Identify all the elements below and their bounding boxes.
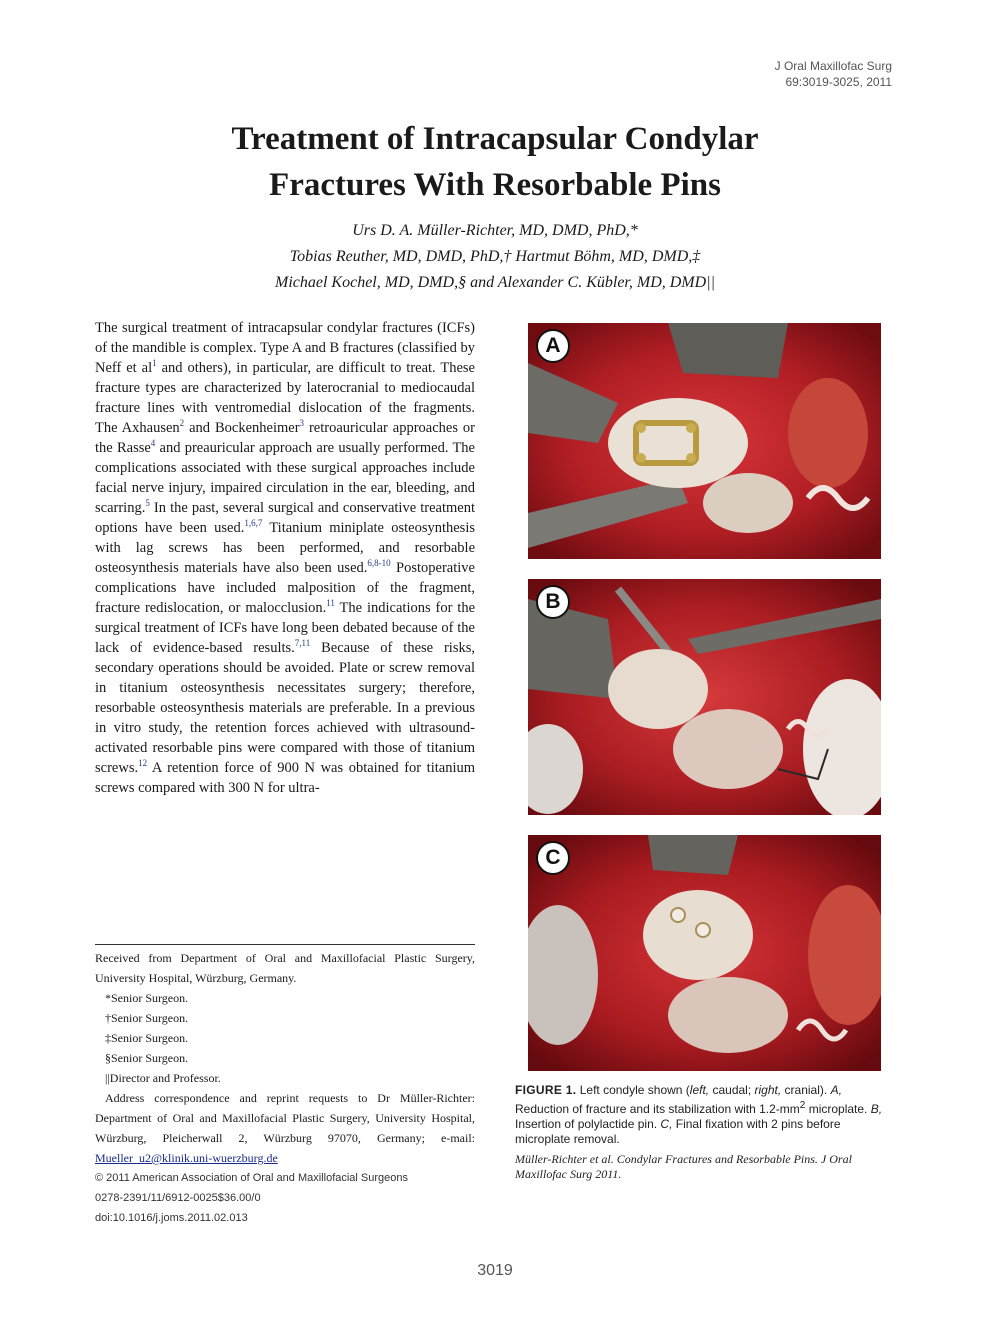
doi-line: doi:10.1016/j.joms.2011.02.013 — [95, 1212, 248, 1224]
caption-text: Final fixation with 2 pins before microplate removal. — [515, 1117, 841, 1146]
correspondence-address — [95, 1088, 475, 1168]
panel-label-b: B — [536, 585, 570, 619]
surgical-photo-a — [528, 323, 881, 559]
caption-italic: left, — [689, 1083, 710, 1097]
reference-12[interactable]: 12 — [138, 758, 148, 769]
caption-panel-ref-b: B, — [870, 1102, 883, 1116]
email-link[interactable]: Mueller_u2@klinik.uni-wuerzburg.de — [95, 1151, 278, 1165]
caption-text: caudal; — [709, 1083, 755, 1097]
caption-panel-ref-a: A, — [830, 1083, 842, 1097]
body-segment: In the past, several surgical and conservative treatment options have been used. — [95, 500, 475, 536]
body-segment: and others), in particular, are difficult to treat. These fracture types are characterized by laterocranial to mediocaudal fracture lines with ventromedial dislocation of the fragments. The Axhausen — [95, 360, 475, 436]
authors-line-1: Urs D. A. Müller-Richter, MD, DMD, PhD,* — [352, 222, 638, 239]
footnote-divider — [95, 944, 475, 945]
footnote-senior-4: §Senior Surgeon. — [105, 1051, 189, 1065]
reference-7-11[interactable]: 7,11 — [294, 638, 311, 649]
surgical-photo-b — [528, 579, 881, 815]
body-segment: A retention force of 900 N was obtained for titanium screws compared with 300 N for ultra- — [95, 760, 475, 796]
issn-line: 0278-2391/11/6912-0025$36.00/0 — [95, 1192, 261, 1204]
caption-text: microplate. — [805, 1102, 871, 1116]
footnote-senior-2: †Senior Surgeon. — [105, 1011, 189, 1025]
footnote-senior-1: *Senior Surgeon. — [105, 991, 189, 1005]
reference-11[interactable]: 11 — [326, 598, 335, 609]
reference-3[interactable]: 3 — [299, 418, 305, 429]
copyright-line: © 2011 American Association of Oral and Maxillofacial Surgeons — [95, 1172, 409, 1184]
caption-italic: right, — [754, 1083, 782, 1097]
reference-4[interactable]: 4 — [150, 438, 156, 449]
reference-6-8-10[interactable]: 6,8-10 — [367, 558, 391, 569]
reference-2[interactable]: 2 — [179, 418, 185, 429]
caption-superscript: 2 — [799, 1100, 806, 1111]
caption-panel-ref-c: C, — [660, 1117, 673, 1131]
journal-reference — [775, 58, 892, 90]
caption-text: Left condyle shown ( — [576, 1083, 690, 1097]
surgical-photo-c — [528, 835, 881, 1071]
body-segment: Postoperative complications have included malposition of the fragment, fracture redislocation, or malocclusion. — [95, 560, 475, 616]
figure-panel-b — [528, 579, 881, 815]
body-segment: retroauricular approaches or the Rasse — [95, 420, 476, 456]
body-segment: Titanium miniplate osteosynthesis with lag screws has been performed, and resorbable osteosynthesis materials have also been used. — [95, 520, 475, 576]
address-text: Address correspondence and reprint requests to Dr Müller-Richter: Department of Oral and Maxillofacial Plastic Surgery, University Hospital, Würzburg, Pleicherwall 2, Würzburg 97070, Germany; — [95, 1091, 475, 1145]
figure-panel-a — [528, 323, 881, 559]
article-title — [0, 116, 990, 208]
figure-panel-c — [528, 835, 881, 1071]
reference-5[interactable]: 5 — [145, 498, 150, 509]
journal-name: J Oral Maxillofac Surg — [774, 59, 892, 73]
caption-text: Insertion of polylactide pin. — [515, 1117, 661, 1131]
footnotes — [95, 948, 475, 1228]
body-segment: The indications for the surgical treatment of ICFs have long been debated because of the lack of evidence-based results. — [95, 600, 476, 656]
intro-paragraph — [95, 318, 475, 798]
figure-credit: Müller-Richter et al. Condylar Fractures and Resorbable Pins. J Oral Maxillofac Surg 2011. — [515, 1152, 852, 1181]
caption-label: FIGURE 1. — [515, 1083, 577, 1097]
footnote-senior-3: ‡Senior Surgeon. — [105, 1031, 189, 1045]
journal-citation: 69:3019-3025, 2011 — [785, 75, 892, 89]
received-note: Received from Department of Oral and Maxillofacial Plastic Surgery, University Hospital, Würzburg, Germany. — [95, 951, 475, 985]
reference-1-6-7[interactable]: 1,6,7 — [244, 518, 263, 529]
footnote-director: ||Director and Professor. — [105, 1071, 221, 1085]
panel-label-c: C — [536, 841, 570, 875]
authors-line-3: Michael Kochel, MD, DMD,§ and Alexander C. Kübler, MD, DMD|| — [275, 274, 715, 291]
caption-text: Reduction of fracture and its stabilization with 1.2-mm — [515, 1102, 800, 1116]
panel-label-a: A — [536, 329, 570, 363]
body-segment: and Bockenheimer — [184, 420, 300, 436]
author-list — [0, 218, 990, 296]
caption-text: cranial). — [781, 1083, 831, 1097]
authors-line-2: Tobias Reuther, MD, DMD, PhD,† Hartmut Böhm, MD, DMD,‡ — [289, 248, 701, 265]
title-line-2: Fractures With Resorbable Pins — [269, 167, 721, 203]
title-line-1: Treatment of Intracapsular Condylar — [231, 121, 759, 157]
body-segment: Because of these risks, secondary operations should be avoided. Plate or screw removal in titanium osteosynthesis necessitates surgery; therefore, resorbable osteosynthesis materials are preferable. In a previous in vitro study, the retention forces achieved with ultrasound-activated resorbable pins were compared with those of titanium screws. — [95, 640, 475, 776]
figure-caption — [515, 1083, 895, 1147]
body-segment: and preauricular approach are usually performed. The complications associated with these surgical approaches include facial nerve injury, impaired circulation in the ear, bleeding, and scarring. — [95, 440, 475, 516]
body-segment: The surgical treatment of intracapsular condylar fractures (ICFs) of the mandible is complex. Type A and B fractures (classified by Neff et al — [95, 320, 475, 376]
email-label: e-mail: — [441, 1131, 475, 1145]
reference-1[interactable]: 1 — [152, 358, 157, 369]
page-number: 3019 — [477, 1262, 513, 1279]
